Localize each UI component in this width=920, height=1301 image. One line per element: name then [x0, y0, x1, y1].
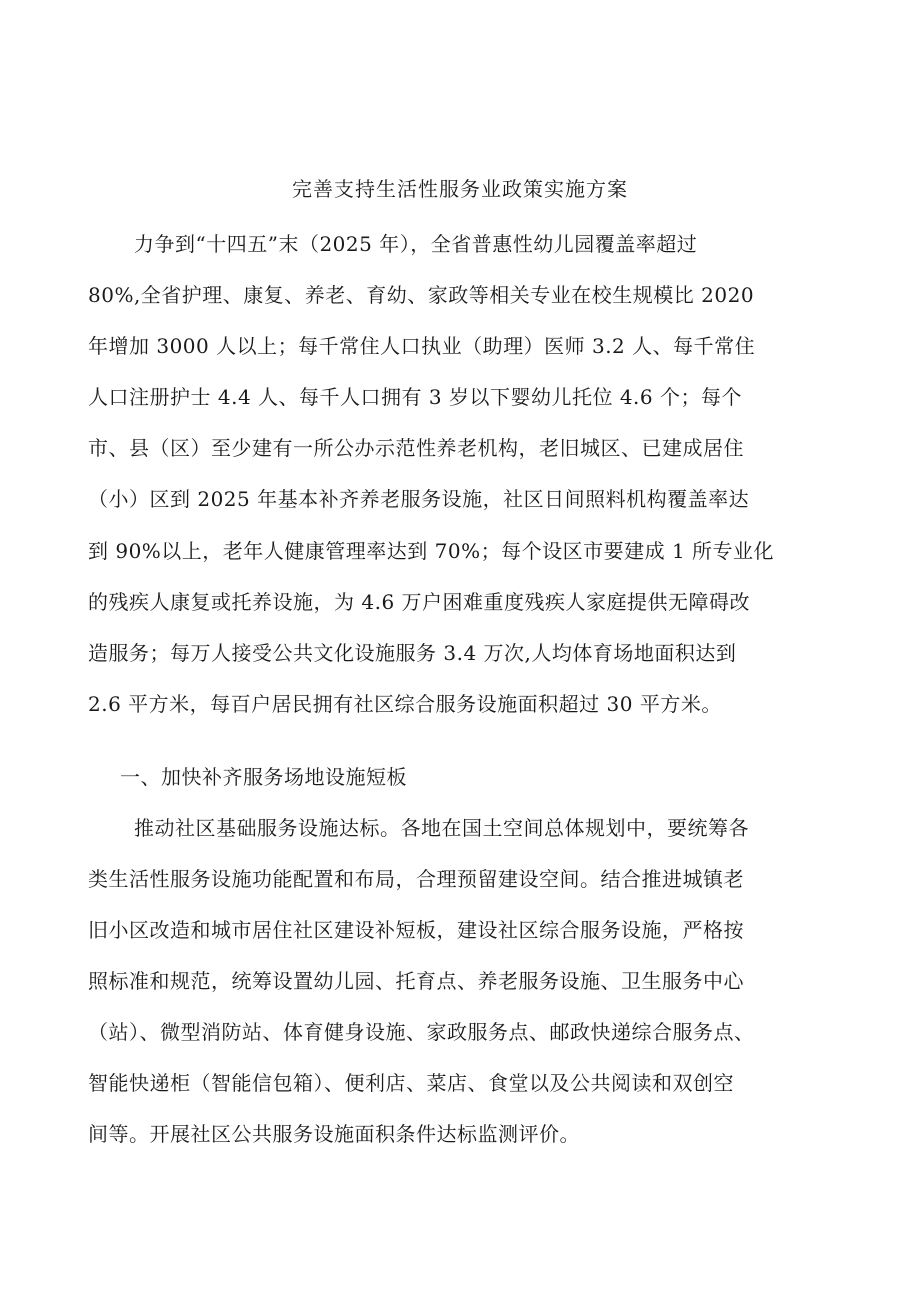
paragraph-line: 智能快递柜（智能信包箱）、便利店、菜店、食堂以及公共阅读和双创空: [88, 1071, 734, 1095]
paragraph-line: 到 90%以上，老年人健康管理率达到 70%；每个设区市要建成 1 所专业化: [88, 539, 775, 563]
paragraph-line: 类生活性服务设施功能配置和布局，合理预留建设空间。结合推进城镇老: [88, 867, 744, 891]
paragraph-line: （站）、微型消防站、体育健身设施、家政服务点、邮政快递综合服务点、: [88, 1020, 755, 1044]
paragraph-line: 2.6 平方米，每百户居民拥有社区综合服务设施面积超过 30 平方米。: [88, 692, 722, 716]
paragraph-line: 年增加 3000 人以上；每千常住人口执业（助理）医师 3.2 人、每千常住: [88, 334, 756, 358]
paragraph-line: 市、县（区）至少建有一所公办示范性养老机构，老旧城区、已建成居住: [88, 436, 744, 460]
section-heading: 一、加快补齐服务场地设施短板: [120, 765, 407, 789]
document-title: 完善支持生活性服务业政策实施方案: [292, 177, 628, 201]
paragraph-line: （小）区到 2025 年基本补齐养老服务设施，社区日间照料机构覆盖率达: [88, 487, 750, 511]
paragraph-line: 照标准和规范，统筹设置幼儿园、托育点、养老服务设施、卫生服务中心: [88, 969, 744, 993]
paragraph-line: 间等。开展社区公共服务设施面积条件达标监测评价。: [88, 1122, 580, 1146]
paragraph-line: 人口注册护士 4.4 人、每千人口拥有 3 岁以下婴幼儿托位 4.6 个；每个: [88, 385, 742, 409]
paragraph-line: 的残疾人康复或托养设施，为 4.6 万户困难重度残疾人家庭提供无障碍改: [88, 590, 751, 614]
paragraph-line: 力争到“十四五”末（2025 年），全省普惠性幼儿园覆盖率超过: [134, 232, 698, 256]
paragraph-line: 80%,全省护理、康复、养老、育幼、家政等相关专业在校生规模比 2020: [88, 283, 755, 307]
paragraph-line: 旧小区改造和城市居住社区建设补短板，建设社区综合服务设施，严格按: [88, 918, 744, 942]
paragraph-line: 造服务；每万人接受公共文化设施服务 3.4 万次,人均体育场地面积达到: [88, 641, 737, 665]
paragraph-line: 推动社区基础服务设施达标。各地在国土空间总体规划中，要统筹各: [134, 816, 749, 840]
